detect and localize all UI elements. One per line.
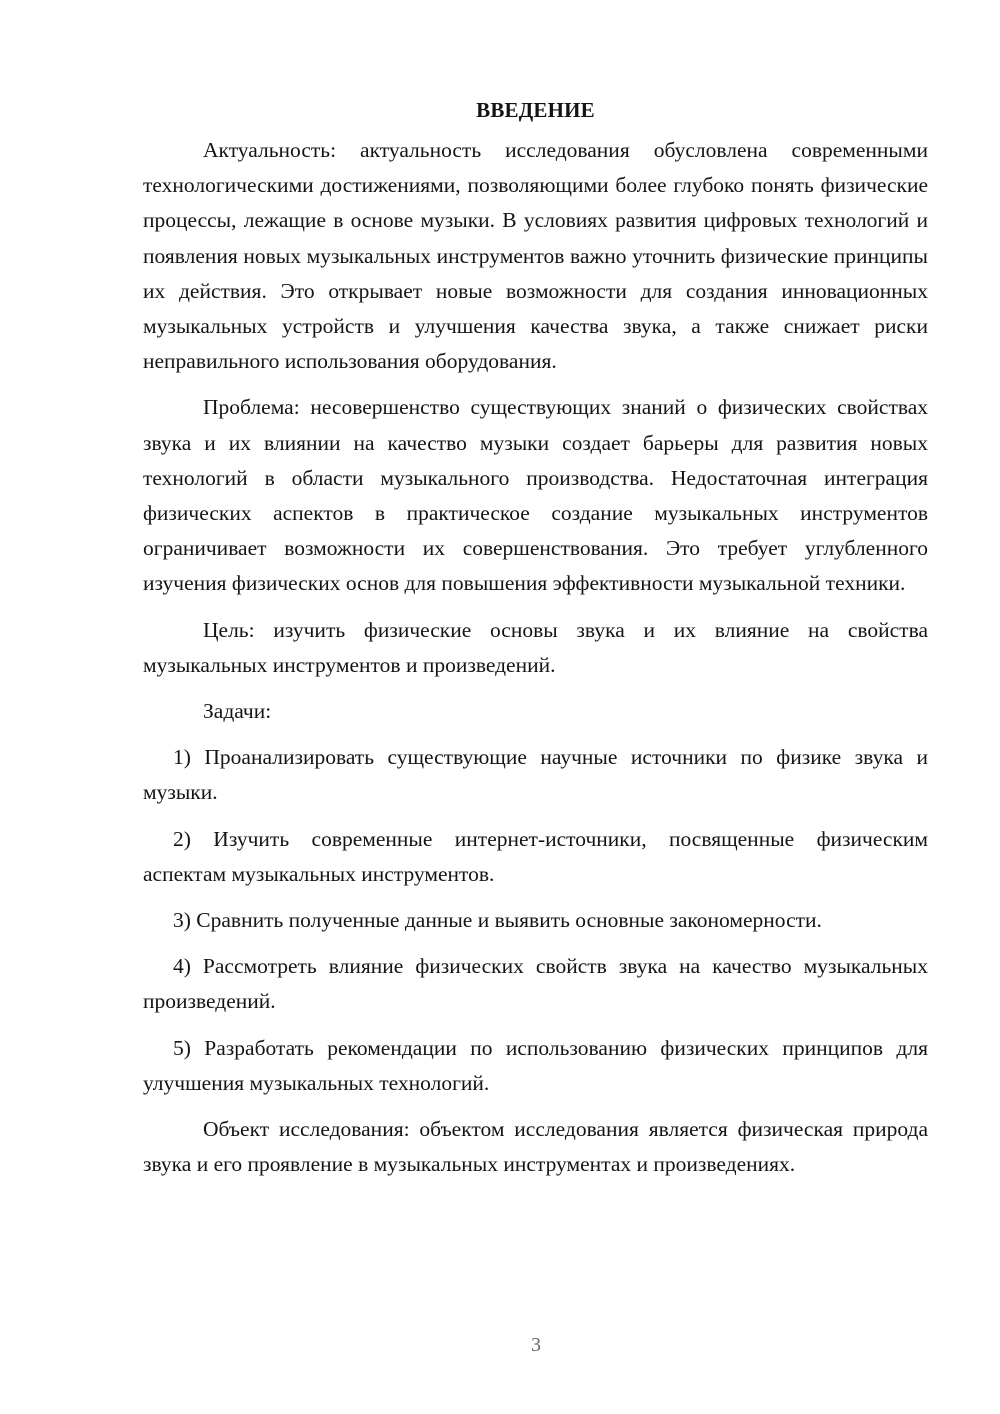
page-number: 3	[531, 1334, 541, 1356]
task-item-4: 4) Рассмотреть влияние физических свойств звука на качество музыкальных произведений.	[143, 954, 928, 1014]
task-item-3: 3) Сравнить полученные данные и выявить основные закономерности.	[173, 908, 822, 933]
paragraph-object: Объект исследования: объектом исследования является физическая природа звука и его проявление в музыкальных инструментах и произведениях.	[143, 1117, 928, 1177]
paragraph-problem: Проблема: несовершенство существующих знаний о физических свойствах звука и их влиянии на качество музыки создает барьеры для развития новых технологий в области музыкального производства. Недостаточная интеграция физических аспектов в практическое создание музыкальных инструментов ограничивает возможности их совершенствования. Это требует углубленного изучения физических основ для повышения эффективности музыкальной техники.	[143, 395, 928, 596]
task-item-2: 2) Изучить современные интернет-источники, посвященные физическим аспектам музыкальных инструментов.	[143, 826, 928, 886]
document-title: ВВЕДЕНИЕ	[476, 98, 595, 122]
paragraph-goal: Цель: изучить физические основы звука и их влияние на свойства музыкальных инструментов и произведений.	[143, 617, 928, 677]
tasks-heading: Задачи:	[203, 699, 272, 724]
paragraph-relevance: Актуальность: актуальность исследования обусловлена современными технологическими достижениями, позволяющими более глубоко понять физические процессы, лежащие в основе музыки. В условиях развития цифровых технологий и появления новых музыкальных инструментов важно уточнить физические принципы их действия. Это открывает новые возможности для создания инновационных музыкальных устройств и улучшения качества звука, а также снижает риски неправильного использования оборудования.	[143, 138, 928, 374]
task-item-1: 1) Проанализировать существующие научные источники по физике звука и музыки.	[143, 745, 928, 805]
task-item-5: 5) Разработать рекомендации по использованию физических принципов для улучшения музыкальных технологий.	[143, 1035, 928, 1095]
document-page	[143, 96, 928, 1193]
